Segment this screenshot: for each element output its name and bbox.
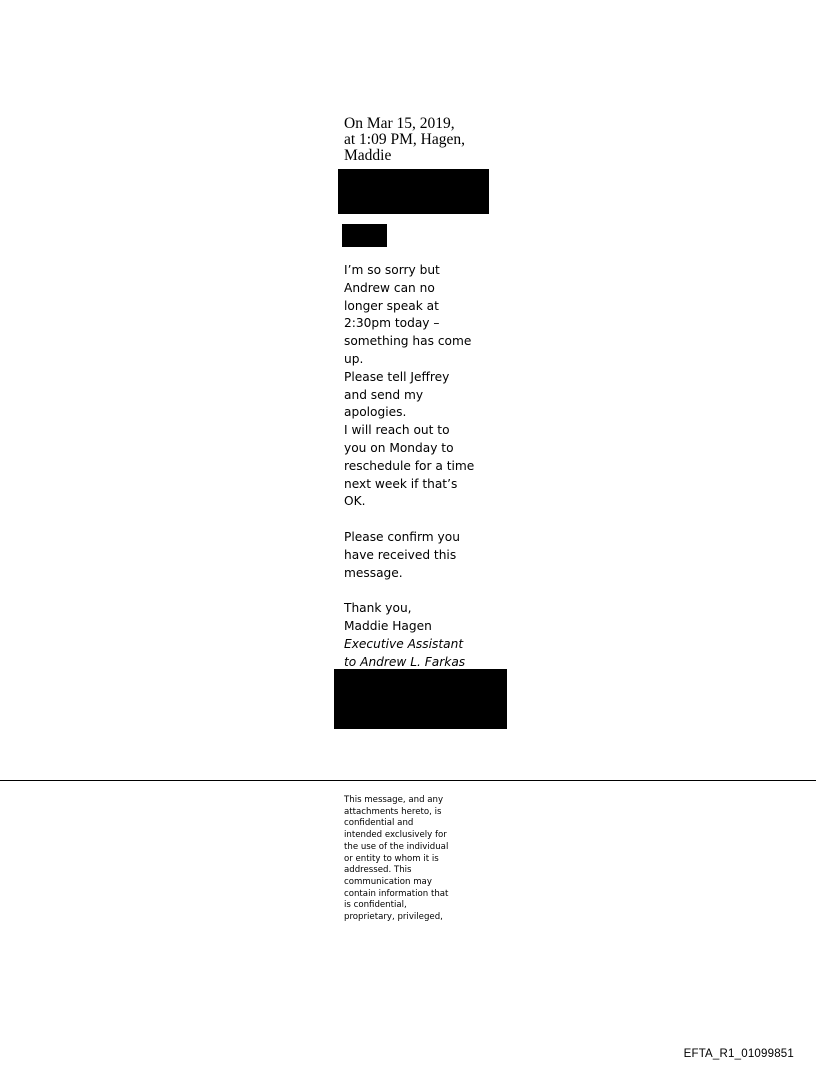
- disclaimer-line: communication may: [344, 876, 432, 887]
- body-line: I’m so sorry but: [344, 263, 440, 277]
- body-line: you on Monday to: [344, 440, 454, 455]
- body-line: and send my: [344, 387, 424, 402]
- closing-line: Thank you,: [344, 601, 412, 616]
- disclaimer-line: is confidential,: [344, 900, 407, 911]
- body-line: OK.: [344, 494, 366, 509]
- disclaimer-line: intended exclusively for: [344, 830, 447, 841]
- disclaimer-line: the use of the individual: [344, 841, 449, 852]
- confidentiality-disclaimer: [344, 795, 474, 924]
- disclaimer-line: or entity to whom it is: [344, 853, 439, 864]
- body-line: Please confirm you: [344, 529, 460, 544]
- disclaimer-line: This message, and any: [344, 795, 444, 805]
- sender-title: to Andrew L. Farkas: [344, 654, 466, 669]
- disclaimer-line: attachments hereto, is: [344, 806, 442, 817]
- body-line: 2:30pm today –: [344, 316, 440, 331]
- body-line: message.: [344, 565, 403, 580]
- disclaimer-line: confidential and: [344, 818, 414, 829]
- email-header: [344, 116, 484, 164]
- document-id: EFTA_R1_01099851: [683, 1048, 794, 1060]
- header-line: On Mar 15, 2019,: [344, 115, 455, 132]
- redaction-block: [338, 169, 489, 214]
- paragraph-gap: [344, 582, 494, 600]
- paragraph-gap: [344, 511, 494, 529]
- body-line: next week if that’s: [344, 476, 458, 491]
- sender-name: Maddie Hagen: [344, 618, 432, 633]
- sender-title: Executive Assistant: [344, 636, 464, 651]
- header-line: at 1:09 PM, Hagen,: [344, 131, 465, 148]
- redaction-block: [342, 224, 387, 247]
- body-line: have received this: [344, 547, 457, 562]
- body-line: something has come: [344, 334, 472, 349]
- disclaimer-line: proprietary, privileged,: [344, 912, 443, 923]
- body-line: longer speak at: [344, 298, 439, 313]
- horizontal-divider: [0, 780, 816, 781]
- body-line: I will reach out to: [344, 423, 450, 438]
- body-line: apologies.: [344, 405, 407, 420]
- header-line: Maddie: [344, 147, 392, 164]
- email-body: [344, 262, 494, 671]
- redaction-block: [334, 669, 507, 729]
- disclaimer-line: addressed. This: [344, 865, 412, 876]
- body-line: Andrew can no: [344, 280, 435, 295]
- body-line: up.: [344, 351, 364, 366]
- disclaimer-line: contain information that: [344, 888, 449, 899]
- body-line: Please tell Jeffrey: [344, 369, 450, 384]
- body-line: reschedule for a time: [344, 458, 475, 473]
